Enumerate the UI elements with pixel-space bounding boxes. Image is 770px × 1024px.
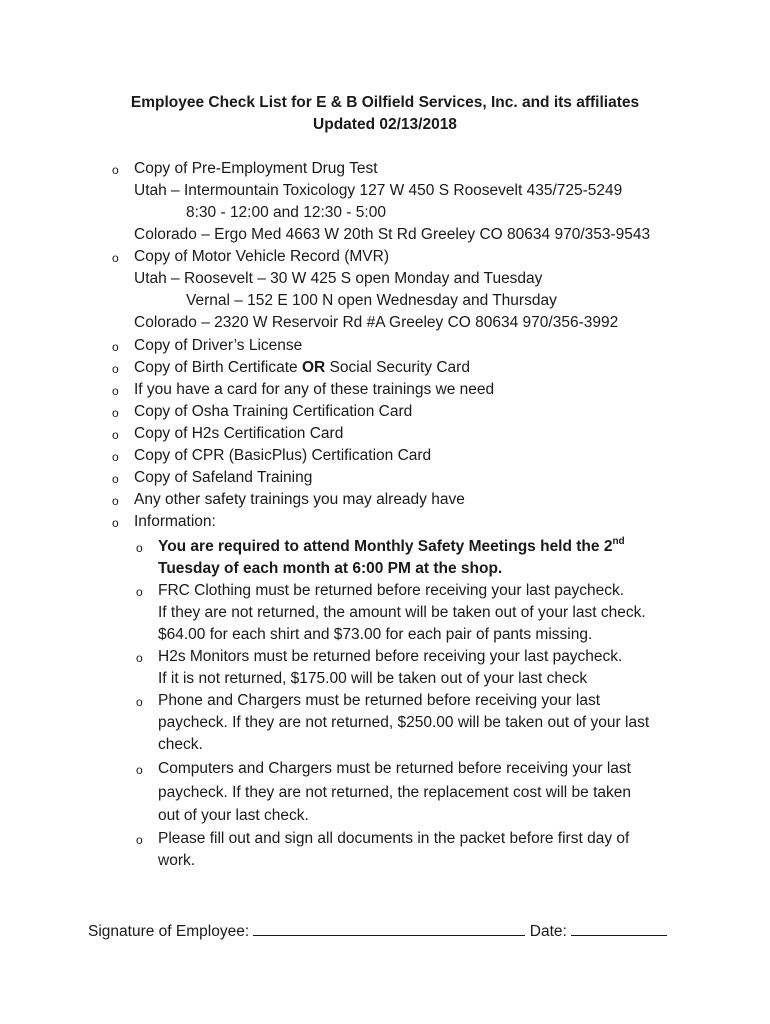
- drug-test-utah-hours: 8:30 - 12:00 and 12:30 - 5:00: [186, 204, 386, 221]
- info-computers-line2: paycheck. If they are not returned, the replacement cost will be taken: [158, 784, 632, 801]
- info-h2s-line1: H2s Monitors must be returned before receiving your last paycheck.: [158, 648, 623, 665]
- info-frc-line3: $64.00 for each shirt and $73.00 for each pair of pants missing.: [158, 626, 593, 643]
- info-meetings-line2: Tuesday of each month at 6:00 PM at the shop.: [158, 560, 503, 577]
- info-phone-line3: check.: [158, 736, 203, 753]
- info-fill-line2: work.: [158, 852, 196, 869]
- signature-employee-field[interactable]: [253, 919, 525, 936]
- item-information: Information:: [134, 513, 216, 530]
- drug-test-utah: Utah – Intermountain Toxicology 127 W 450 S Roosevelt 435/725-5249: [134, 182, 623, 199]
- item-birth-certificate: [134, 357, 470, 379]
- item-drug-test: Copy of Pre-Employment Drug Test: [134, 160, 378, 177]
- info-phone-line1: Phone and Chargers must be returned before receiving your last: [158, 692, 600, 709]
- bullet-icon: o: [112, 384, 119, 398]
- bullet-icon: o: [112, 406, 119, 420]
- bullet-icon: o: [112, 362, 119, 376]
- sub-bullet-icon: o: [136, 695, 143, 709]
- bullet-icon: o: [112, 163, 119, 177]
- info-h2s-line2: If it is not returned, $175.00 will be taken out of your last check: [158, 670, 588, 687]
- sub-bullet-icon: o: [136, 651, 143, 665]
- sub-bullet-icon: o: [136, 833, 143, 847]
- info-computers-line3: out of your last check.: [158, 807, 309, 824]
- bullet-icon: o: [112, 251, 119, 265]
- item-h2s: Copy of H2s Certification Card: [134, 425, 344, 442]
- item-osha: Copy of Osha Training Certification Card: [134, 403, 413, 420]
- bullet-icon: o: [112, 494, 119, 508]
- signature-date-field[interactable]: [571, 919, 667, 936]
- item-mvr: Copy of Motor Vehicle Record (MVR): [134, 248, 389, 265]
- signature-row: [88, 919, 667, 943]
- info-computers-line1: Computers and Chargers must be returned before receiving your last: [158, 760, 631, 777]
- bullet-icon: o: [112, 340, 119, 354]
- mvr-colorado: Colorado – 2320 W Reservoir Rd #A Greeley CO 80634 970/356-3992: [134, 314, 619, 331]
- info-phone-line2: paycheck. If they are not returned, $250.00 will be taken out of your last: [158, 714, 650, 731]
- signature-date-label: Date:: [529, 923, 567, 940]
- meetings-text: You are required to attend Monthly Safety Meetings held the 2: [158, 538, 613, 555]
- social-security-label: Social Security Card: [325, 359, 470, 376]
- birth-cert-label: Copy of Birth Certificate: [134, 359, 302, 376]
- drug-test-colorado: Colorado – Ergo Med 4663 W 20th St Rd Greeley CO 80634 970/353-9543: [134, 226, 651, 243]
- sub-bullet-icon: o: [136, 541, 143, 555]
- birth-cert-or: OR: [301, 359, 326, 376]
- item-cpr: Copy of CPR (BasicPlus) Certification Card: [134, 447, 432, 464]
- document-updated-date: Updated 02/13/2018: [313, 116, 457, 133]
- mvr-vernal: Vernal – 152 E 100 N open Wednesday and Thursday: [186, 292, 557, 309]
- document-title: Employee Check List for E & B Oilfield Services, Inc. and its affiliates: [130, 94, 640, 111]
- bullet-icon: o: [112, 472, 119, 486]
- meetings-ordinal: nd: [612, 535, 625, 547]
- bullet-icon: o: [112, 516, 119, 530]
- bullet-icon: o: [112, 428, 119, 442]
- sub-bullet-icon: o: [136, 585, 143, 599]
- bullet-icon: o: [112, 450, 119, 464]
- info-frc-line2: If they are not returned, the amount will be taken out of your last check.: [158, 604, 646, 621]
- item-trainings-card: If you have a card for any of these trainings we need: [134, 381, 495, 398]
- info-frc-line1: FRC Clothing must be returned before receiving your last paycheck.: [158, 582, 625, 599]
- item-drivers-license: Copy of Driver’s License: [134, 337, 303, 354]
- info-meetings-line1: [158, 536, 625, 558]
- item-safeland: Copy of Safeland Training: [134, 469, 313, 486]
- item-other-safety: Any other safety trainings you may already have: [134, 491, 465, 508]
- mvr-utah: Utah – Roosevelt – 30 W 425 S open Monday and Tuesday: [134, 270, 543, 287]
- sub-bullet-icon: o: [136, 763, 143, 777]
- info-fill-line1: Please fill out and sign all documents in the packet before first day of: [158, 830, 630, 847]
- signature-employee-label: Signature of Employee:: [88, 923, 250, 940]
